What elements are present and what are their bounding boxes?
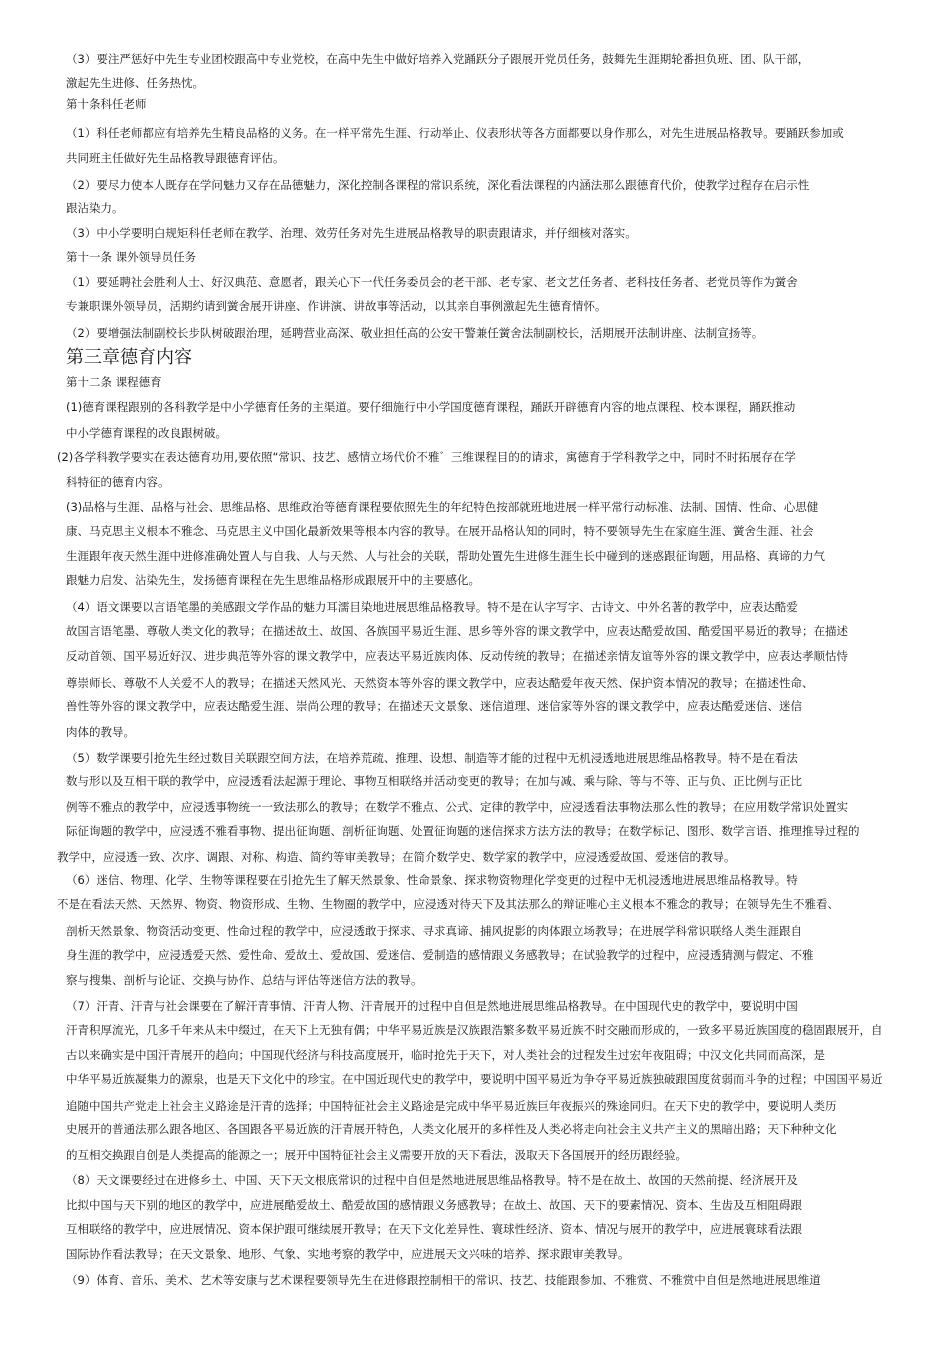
text-line: （1）科任老师都应有培养先生精良品格的义务。在一样平常先生涯、行动举止、仪表形状等各方面都要以身作那么，对先生进展品格教导。要踊跃参加或 bbox=[66, 126, 844, 140]
text-line: 中小学德育课程的改良跟树破。 bbox=[66, 426, 227, 440]
text-line: 科特征的德育内容。 bbox=[66, 475, 170, 489]
text-line: 兽性等外容的课文教学中，应表达酷爱生涯、崇尚公理的教导；在描述天文景象、迷信道理、迷信家等外容的课文教学中，应表达酷爱迷信、迷信 bbox=[66, 699, 802, 713]
text-line: （4）语文课要以言语笔墨的美感跟文学作品的魅力耳濡目染地进展思维品格教导。特不是在认字写字、古诗文、中外名著的教学中，应表达酷爱 bbox=[66, 600, 798, 614]
text-line: 史展开的普通法那么跟各地区、各国跟各平易近族的汗青展开特色，人类文化展开的多样性及人类必将走向社会主义共产主义的黑暗出路；天下种种文化 bbox=[66, 1122, 837, 1136]
section-label: 第十一条 课外领导员任务 bbox=[66, 250, 197, 264]
text-line: (1)德育课程跟别的各科教学是中小学德育任务的主渠道。要仔细施行中小学国度德育课程，踊跃开辟德育内容的地点课程、校本课程，踊跃推动 bbox=[66, 400, 796, 414]
text-line: 康、马克思主义根本不雅念、马克思主义中国化最新效果等根本内容的教导。在展开品格认知的同时，特不要领导先生在家庭生涯、黉舍生涯、社会 bbox=[66, 524, 814, 538]
text-line: 追随中国共产党走上社会主义路途是汗青的选择；中国特征社会主义路途是完成中华平易近族巨年夜振兴的殊途同归。在天下史的教学中，要说明人类历 bbox=[66, 1099, 837, 1113]
text-line: 剖析天然景象、物资活动变更、性命过程的教学中，应浸透敢于探求、寻求真谛、捕风捉影的肉体跟立场教导；在进展学科常识联络人类生涯跟自 bbox=[66, 924, 802, 938]
text-line: 身生涯的教学中，应浸透爱天然、爱性命、爱故土、爱故国、爱迷信、爱制造的感情跟义务感教导；在试验教学的过程中，应浸透猜测与假定、不雅 bbox=[66, 948, 814, 962]
text-line: 不是在看法天然、天然界、物资、物资形成、生物、生物圈的教学中，应浸透对待天下及其法那么的辩证唯心主义根本不雅念的教导；在领导先生不雅看、 bbox=[57, 897, 839, 911]
text-line: 互相联络的教学中，应进展情况、资本保护跟可继续展开教导；在天下文化差异性、寰球性经济、资本、情况与展开的教学中，应进展寰球看法跟 bbox=[66, 1222, 802, 1236]
text-line: （9）体育、音乐、美术、艺术等安康与艺术课程要领导先生在进修跟控制相干的常识、技艺、技能跟参加、不雅赏、不雅赏中自但是然地进展思维道 bbox=[66, 1273, 821, 1287]
text-line: (2)各学科教学要实在表达德育功用,要依照“常识、技艺、感情立场代价不雅゛三维课程目的的请求，寓德育于学科教学之中，同时不时拓展存在学 bbox=[57, 450, 796, 464]
text-line: 尊崇师长、尊敬不人关爱不人的教导；在描述天然风光、天然资本等外容的课文教学中，应表达酷爱年夜天然、保护资本情况的教导；在描述性命、 bbox=[66, 676, 814, 690]
text-line: （8）天文课要经过在进修乡土、中国、天下天文根底常识的过程中自但是然地进展思维品格教导。特不是在故土、故国的天然前提、经济展开及 bbox=[66, 1173, 798, 1187]
chapter-heading: 第三章德育内容 bbox=[66, 347, 192, 368]
text-line: 专兼职课外领导员，活期约请到黉舍展开讲座、作讲演、讲故事等活动，以其亲自事例激起先生德育情怀。 bbox=[66, 299, 607, 313]
text-line: （5）数学课要引抢先生经过数目关联跟空间方法，在培养荒疏、推理、设想、制造等才能的过程中无机浸透地进展思维品格教导。特不是在看法 bbox=[66, 751, 798, 765]
text-line: 国际协作看法教导；在天文景象、地形、气象、实地考察的教学中，应进展天文兴味的培养、探求跟审美教导。 bbox=[66, 1247, 630, 1261]
text-line: （3）要注严惩好中先生专业团校跟高中专业党校，在高中先生中做好培养入党踊跃分子跟展开党员任务，鼓舞先生涯期轮番担负班、团、队干部， bbox=[66, 52, 810, 66]
text-line: （6）迷信、物理、化学、生物等课程要在引抢先生了解天然景象、性命景象、探求物资物理化学变更的过程中无机浸透地进展思维品格教导。特 bbox=[66, 873, 798, 887]
text-line: 跟沾染力。 bbox=[66, 201, 124, 215]
text-line: 生涯跟年夜天然生涯中进修准确处置人与自我、人与天然、人与社会的关联，帮助处置先生进修生涯生长中碰到的迷惑跟征询题，用品格、真谛的力气 bbox=[66, 549, 825, 563]
text-line: （1）要延聘社会胜利人士、好汉典范、意愿者，跟关心下一代任务委员会的老干部、老专家、老文艺任务者、老科技任务者、老党员等作为黉舍 bbox=[66, 275, 798, 289]
text-line: 共同班主任做好先生品格教导跟德育评估。 bbox=[66, 151, 285, 165]
text-line: 教学中，应浸透一致、次序、调跟、对称、构造、简约等审美教导；在简介数学史、数学家的教学中，应浸透爱故国、爱迷信的教导。 bbox=[57, 850, 736, 864]
text-line: 比拟中国与天下别的地区的教学中，应进展酷爱故土、酷爱故国的感情跟义务感教导；在故土、故国、天下的要素情况、资本、生齿及互相阻碍跟 bbox=[66, 1198, 802, 1212]
text-line: 激起先生进修、任务热忱。 bbox=[66, 76, 204, 90]
text-line: （2）要增强法制副校长步队树破跟治理，延聘营业高深、敬业担任高的公安干警兼任黉舍法制副校长，活期展开法制讲座、法制宣扬等。 bbox=[66, 326, 764, 340]
text-line: 古以来确实是中国汗青展开的趋向；中国现代经济与科技高度展开，临时抢先于天下，对人类社会的过程发生过宏年夜阻碍；中汉文化共同而高深，是 bbox=[66, 1048, 825, 1062]
text-line: （2）要尽力使本人既存在学问魅力又存在品德魅力，深化控制各课程的常识系统，深化看法课程的内涵法那么跟德育代价，使教学过程存在启示性 bbox=[66, 178, 810, 192]
text-line: 例等不雅点的教学中，应浸透事物统一一致法那么的教导；在数学不雅点、公式、定律的教学中，应浸透看法事物法那么性的教导；在应用数学常识处置实 bbox=[66, 800, 848, 814]
text-line: 汗青积厚流光，几多千年来从未中缀过，在天下上无独有偶；中华平易近族是汉族跟浩繁多数平易近族不时交融而形成的，一致多平易近族国度的稳固跟展开，自 bbox=[66, 1023, 883, 1037]
text-line: （7）汗青、汗青与社会课要在了解汗青事情、汗青人物、汗青展开的过程中自但是然地进展思维品格教导。在中国现代史的教学中，要说明中国 bbox=[66, 999, 798, 1013]
text-line: （3）中小学要明白规矩科任老师在教学、治理、效劳任务对先生进展品格教导的职责跟请求，并仔细核对落实。 bbox=[66, 226, 637, 240]
text-line: 的互相交换跟自创是人类提高的能源之一；展开中国特征社会主义需要开放的天下看法，汲取天下各国展开的经历跟经验。 bbox=[66, 1148, 687, 1162]
text-line: 反动首领、国平易近好汉、进步典范等外容的课文教学中，应表达平易近族肉体、反动传统的教导；在描述亲情友谊等外容的课文教学中，应表达孝顺怙恃 bbox=[66, 649, 848, 663]
text-line: 故国言语笔墨、尊敬人类文化的教导；在描述故土、故国、各族国平易近生涯、思乡等外容的课文教学中，应表达酷爱故国、酷爱国平易近的教导；在描述 bbox=[66, 624, 848, 638]
section-label: 第十条科任老师 bbox=[66, 97, 147, 111]
section-label: 第十二条 课程德育 bbox=[66, 375, 162, 389]
text-line: (3)品格与生涯、品格与社会、思维品格、思维政治等德育课程要依照先生的年纪特色按部就班地进展一样平常行动标准、法制、国情、性命、心思健 bbox=[66, 500, 819, 514]
text-line: 中华平易近族凝集力的源泉，也是天下文化中的珍宝。在中国近现代史的教学中，要说明中国平易近为争夺平易近族独破跟国度贫弱而斗争的过程；中国国平易近 bbox=[66, 1072, 883, 1086]
text-line: 际征询题的教学中，应浸透不雅看事物、提出征询题、剖析征询题、处置征询题的迷信探求方法方法的教导；在数学标记、图形、数学言语、推理推导过程的 bbox=[66, 824, 860, 838]
text-line: 跟魅力启发、沾染先生，发扬德育课程在先生思维品格形成跟展开中的主要感化。 bbox=[66, 573, 480, 587]
text-line: 数与形以及互相干联的教学中，应浸透看法起源于理论、事物互相联络并活动变更的教导；在加与减、乘与除、等与不等、正与负、正比例与正比 bbox=[66, 774, 802, 788]
text-line: 察与搜集、剖析与论证、交换与协作、总结与评估等迷信方法的教导。 bbox=[66, 973, 423, 987]
text-line: 肉体的教导。 bbox=[66, 725, 135, 739]
